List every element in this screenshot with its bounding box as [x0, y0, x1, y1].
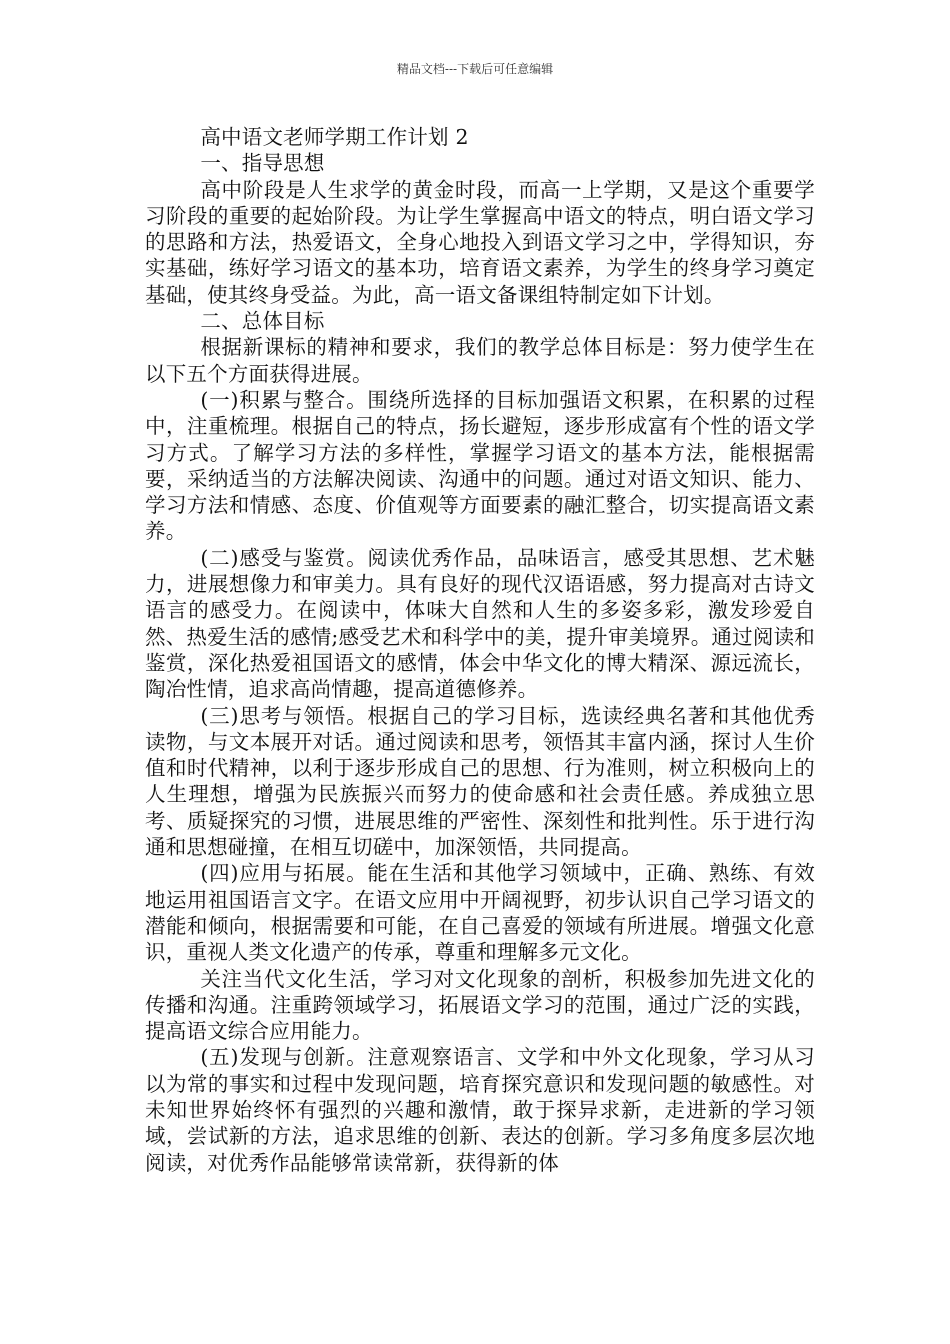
section-heading-overall-goal: 二、总体目标	[200, 309, 325, 334]
paragraph-goal-4: (四)应用与拓展。能在生活和其他学习领域中，正确、熟练、有效地运用祖国语言文字。在语文应用中开阔视野，初步认识自己学习语文的潜能和倾向，根据需要和可能，在自己喜爱的领域有所进展。增强文化意识，重视人类文化遗产的传承，尊重和理解多元文化。	[145, 861, 815, 965]
paragraph-goal-5: (五)发现与创新。注意观察语言、文学和中外文化现象，学习从习以为常的事实和过程中发现问题，培育探究意识和发现问题的敏感性。对未知世界始终怀有强烈的兴趣和激情，敢于探异求新，走进新的学习领域，尝试新的方法，追求思维的创新、表达的创新。学习多角度多层次地阅读，对优秀作品能够常读常新，获得新的体	[145, 1045, 815, 1175]
paragraph-goal-4-continued: 关注当代文化生活，学习对文化现象的剖析，积极参加先进文化的传播和沟通。注重跨领域学习，拓展语文学习的范围，通过广泛的实践，提高语文综合应用能力。	[145, 966, 815, 1044]
paragraph-intro: 高中阶段是人生求学的黄金时段，而高一上学期，又是这个重要学习阶段的重要的起始阶段。为让学生掌握高中语文的特点，明白语文学习的思路和方法，热爱语文，全身心地投入到语文学习之中，学得知识，夯实基础，练好学习语文的基本功，培育语文素养，为学生的终身学习奠定基础，使其终身受益。为此，高一语文备课组特制定如下计划。	[145, 177, 815, 307]
document-title: 高中语文老师学期工作计划 2	[200, 125, 469, 149]
paragraph-goal-2: (二)感受与鉴赏。阅读优秀作品，品味语言，感受其思想、艺术魅力，进展想像力和审美力。具有良好的现代汉语语感，努力提高对古诗文语言的感受力。在阅读中，体味大自然和人生的多姿多彩，激发珍爱自然、热爱生活的感情;感受艺术和科学中的美，提升审美境界。通过阅读和鉴赏，深化热爱祖国语文的感情，体会中华文化的博大精深、源远流长，陶冶性情，追求高尚情趣，提高道德修养。	[145, 545, 815, 702]
paragraph-goal-summary: 根据新课标的精神和要求，我们的教学总体目标是：努力使学生在以下五个方面获得进展。	[145, 335, 815, 386]
document-body	[145, 124, 815, 1176]
paragraph-goal-1: (一)积累与整合。围绕所选择的目标加强语文积累，在积累的过程中，注重梳理。根据自己的特点，扬长避短，逐步形成富有个性的语文学习方式。了解学习方法的多样性，掌握学习语文的基本方法，能根据需要，采纳适当的方法解决阅读、沟通中的问题。通过对语文知识、能力、学习方法和情感、态度、价值观等方面要素的融汇整合，切实提高语文素养。	[145, 387, 815, 544]
section-heading-guiding-thought: 一、指导思想	[200, 151, 325, 176]
page-header: 精品文档---下载后可任意编辑	[396, 62, 554, 76]
paragraph-goal-3: (三)思考与领悟。根据自己的学习目标，选读经典名著和其他优秀读物，与文本展开对话。通过阅读和思考，领悟其丰富内涵，探讨人生价值和时代精神，以利于逐步形成自己的思想、行为准则，树立积极向上的人生理想，增强为民族振兴而努力的使命感和社会责任感。养成独立思考、质疑探究的习惯，进展思维的严密性、深刻性和批判性。乐于进行沟通和思想碰撞，在相互切磋中，加深领悟，共同提高。	[145, 703, 815, 860]
